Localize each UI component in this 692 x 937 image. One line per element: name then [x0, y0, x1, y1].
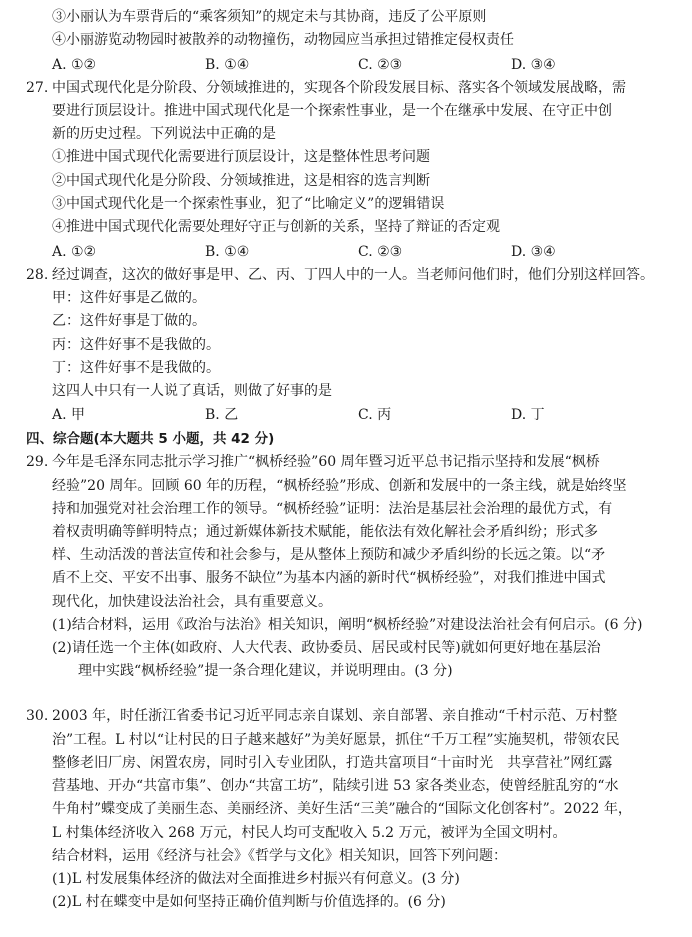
- question-number: 29.: [26, 454, 49, 471]
- material-line: 样、生动活泼的普法宣传和社会参与，是从整体上预防和减少矛盾纠纷的长远之策。以“矛: [52, 547, 606, 564]
- question-number: 27.: [26, 79, 49, 96]
- choice-d: D. 丁: [511, 407, 545, 424]
- choice-a: A. ①②: [52, 243, 97, 260]
- material-line: 2003 年，时任浙江省委书记习近平同志亲自谋划、亲自部署、亲自推动“千村示范、万村整: [52, 708, 618, 725]
- answer-bing: 丙：这件好事不是我做的。: [52, 336, 220, 353]
- choice-c: C. 丙: [358, 407, 392, 424]
- material-line: 着权责明确等鲜明特点；通过新媒体新技术赋能，能依法有效化解社会矛盾纠纷；形式多: [52, 524, 598, 541]
- section-title: 四、综合题(本大题共 5 小题，共 42 分): [26, 431, 275, 448]
- sub-question-2-cont: 理中实践“枫桥经验”提一条合理化建议，并说明理由。(3 分): [78, 663, 453, 680]
- material-line: 持和加强党对社会治理工作的领导。“枫桥经验”证明：法治是基层社会治理的最优方式，有: [52, 500, 613, 517]
- question-29-first-line: [26, 451, 678, 474]
- option-3-prev: ③小丽认为车票背后的“乘客须知”的规定未与其协商，违反了公平原则: [52, 9, 487, 25]
- material-line: 营基地、开办“共富市集”、创办“共富工坊”，陆续引进 53 家各类业态，使曾经脏乱穷的“水: [52, 778, 619, 795]
- question-29: [26, 451, 678, 683]
- choice-b: B. ①④: [205, 243, 250, 260]
- question-stem-line: 经过调查，这次的做好事是甲、乙、丙、丁四人中的一人。当老师问他们时，他们分别这样回答。: [52, 266, 654, 283]
- material-line: 治”工程。L 村以“让村民的日子越来越好”为美好愿景，抓住“千万工程”实施契机，带领农民: [52, 731, 620, 748]
- choice-b: B. ①④: [205, 56, 250, 73]
- question-prompt: 结合材料，运用《经济与社会》《哲学与文化》相关知识，回答下列问题：: [52, 847, 507, 864]
- sub-question-1: (1)L 村发展集体经济的做法对全面推进乡村振兴有何意义。(3 分): [52, 870, 460, 887]
- question-28: [26, 264, 678, 287]
- choice-a: A. ①②: [52, 56, 97, 73]
- question-30-first-line: [26, 705, 678, 728]
- answer-ding: 丁：这件好事不是我做的。: [52, 359, 220, 376]
- material-line: 盾不上交、平安不出事、服务不缺位”为基本内涵的新时代“枫桥经验”，对我们推进中国式: [52, 570, 606, 587]
- question-prompt: 这四人中只有一人说了真话，则做了好事的是: [52, 383, 332, 400]
- option-1: ①推进中国式现代化需要进行顶层设计，这是整体性思考问题: [52, 149, 430, 166]
- choice-a: A. 甲: [52, 407, 86, 424]
- material-line: 整修老旧厂房、闲置农房，同时引入专业团队，打造共富项目“十亩时光 共享营社”网红露: [52, 754, 613, 771]
- question-stem-line: 中国式现代化是分阶段、分领域推进的，实现各个阶段发展目标、落实各个领域发展战略，需: [52, 79, 626, 96]
- choices-27: [26, 240, 678, 264]
- answer-yi: 乙：这件好事是丁做的。: [52, 313, 206, 330]
- option-4: ④推进中国式现代化需要处理好守正与创新的关系，坚持了辩证的否定观: [52, 219, 500, 236]
- choice-b: B. 乙: [205, 407, 239, 424]
- question-number: 30.: [26, 708, 49, 725]
- choice-d: D. ③④: [511, 56, 556, 73]
- question-number: 28.: [26, 266, 49, 283]
- question-30: [26, 705, 678, 914]
- choice-c: C. ②③: [358, 56, 403, 73]
- material-line: 牛角村”蝶变成了美丽生态、美丽经济、美好生活“三美”融合的“国际文化创客村”。2022 年，: [52, 801, 632, 818]
- choice-c: C. ②③: [358, 243, 403, 260]
- material-line: 经验”20 周年。回顾 60 年的历程，“枫桥经验”形成、创新和发展中的一条主线，就是始终坚: [52, 477, 627, 494]
- question-stem-line: 新的历史过程。下列说法中正确的是: [52, 126, 276, 143]
- sub-question-2: (2)请任选一个主体(如政府、人大代表、政协委员、居民或村民等)就如何更好地在基层治: [52, 640, 601, 657]
- option-3: ③中国式现代化是一个探索性事业，犯了“比喻定义”的逻辑错误: [52, 196, 445, 213]
- material-line: L 村集体经济收入 268 万元，村民人均可支配收入 5.2 万元，被评为全国文明村。: [52, 824, 567, 841]
- material-line: 今年是毛泽东同志批示学习推广“枫桥经验”60 周年暨习近平总书记指示坚持和发展“枫桥: [52, 454, 600, 471]
- choices-prev: [26, 53, 678, 77]
- choices-28: [26, 403, 678, 427]
- sub-question-1: (1)结合材料，运用《政治与法治》相关知识，阐明“枫桥经验”对建设法治社会有何启示。(6 分): [52, 616, 643, 633]
- choice-d: D. ③④: [511, 243, 556, 260]
- spacer: [26, 683, 678, 705]
- option-2: ②中国式现代化是分阶段、分领域推进，这是相容的选言判断: [52, 172, 430, 189]
- sub-question-2: (2)L 村在蝶变中是如何坚持正确价值判断与价值选择的。(6 分): [52, 894, 446, 911]
- question-27: [26, 77, 678, 100]
- question-stem-line: 要进行顶层设计。推进中国式现代化是一个探索性事业，是一个在继承中发展、在守正中创: [52, 102, 612, 119]
- option-4-prev: ④小丽游览动物园时被散养的动物撞伤，动物园应当承担过错推定侵权责任: [52, 32, 514, 49]
- answer-jia: 甲：这件好事是乙做的。: [52, 289, 206, 306]
- material-line: 现代化，加快建设法治社会，具有重要意义。: [52, 593, 332, 610]
